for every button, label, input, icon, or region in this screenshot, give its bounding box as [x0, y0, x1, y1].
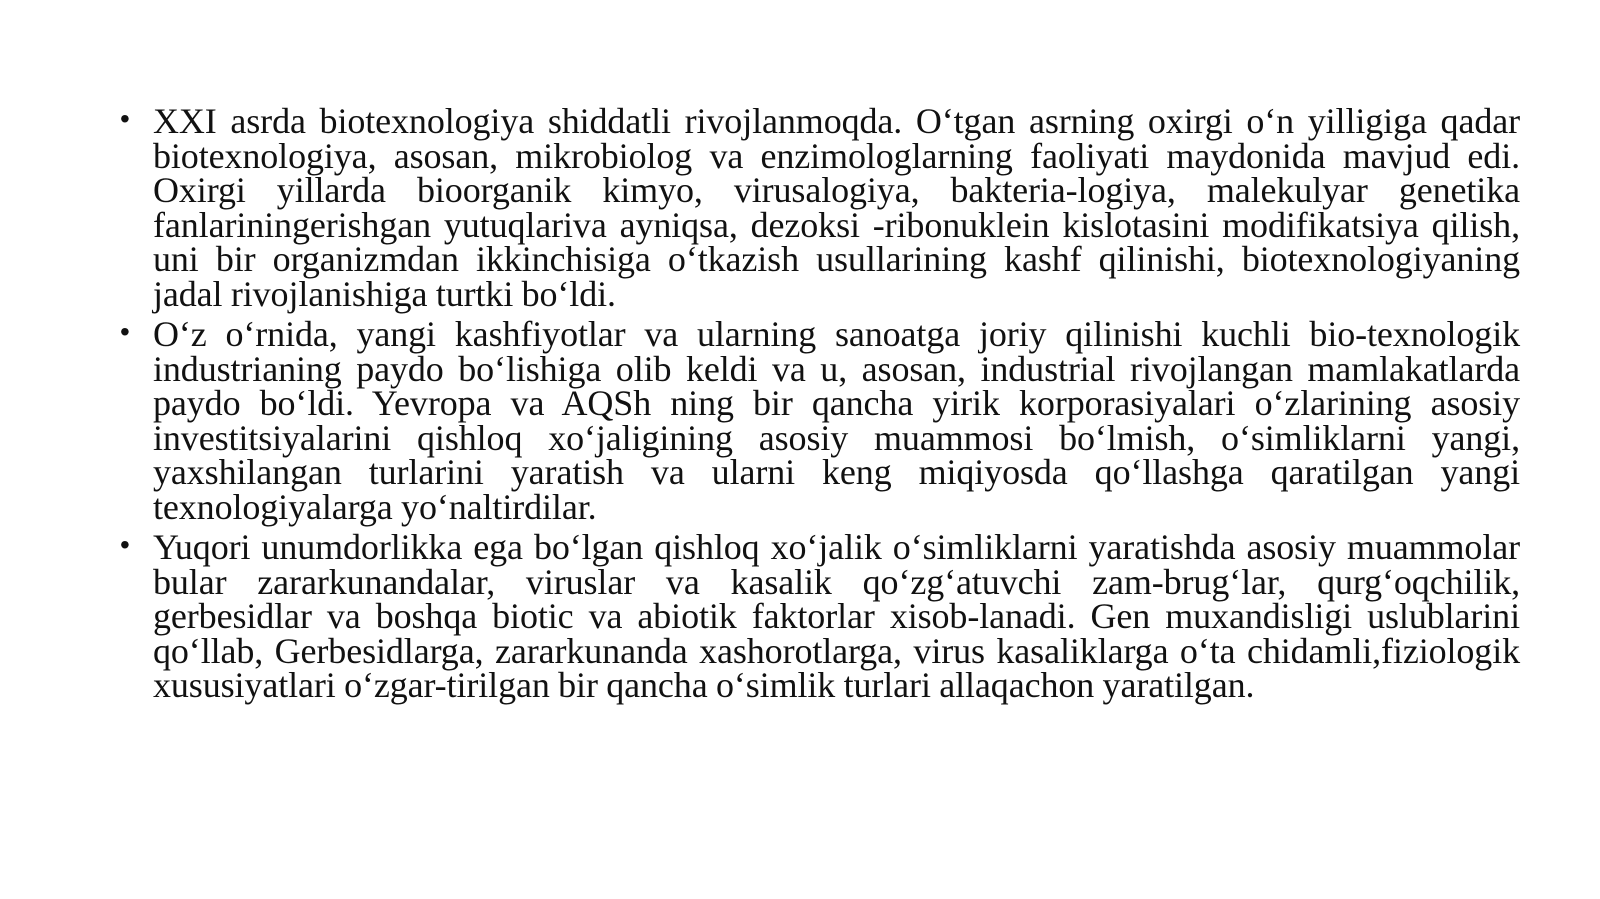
- bullet-paragraph-2: [120, 314, 1520, 527]
- bullet-icon: •: [120, 316, 130, 347]
- bullet-icon: •: [120, 529, 130, 560]
- paragraph-text: XXI asrda biotexnologiya shiddatli rivojlanmoqda. O‘tgan asrning oxirgi o‘n yilligiga qadar biotexnologiya, asosan, mikrobiolog va enzimologlarning faoliyati maydonida mavjud edi. Oxirgi yillarda bioorganik kimyo, virusalogiya, bakteria-logiya, malekulyar genetika fanlariningerishgan yutuqlariva ayniqsa, dezoksi -ribonuklein kislotasini modifikatsiya qilish, uni bir organizmdan ikkinchisiga o‘tkazish usullarining kashf qilinishi, biotexnologiyaning jadal rivojlanishiga turtki bo‘ldi.: [153, 101, 1520, 314]
- bullet-paragraph-1: [120, 101, 1520, 314]
- paragraph-text: O‘z o‘rnida, yangi kashfiyotlar va ularning sanoatga joriy qilinishi kuchli bio-texnologik industrianing paydo bo‘lishiga olib keldi va u, asosan, industrial rivojlangan mamlakatlarda paydo bo‘ldi. Yevropa va AQSh ning bir qancha yirik korporasiyalari o‘zlarining asosiy investitsiyalarini qishloq xo‘jaligining asosiy muammosi bo‘lmish, o‘simliklarni yangi, yaxshilangan turlarini yaratish va ularni keng miqiyosda qo‘llashga qaratilgan yangi texnologiyalarga yo‘naltirdilar.: [153, 314, 1520, 527]
- bullet-paragraph-3: [120, 527, 1520, 705]
- bullet-list: [120, 101, 1520, 705]
- bullet-icon: •: [120, 103, 130, 134]
- paragraph-text: Yuqori unumdorlikka ega bo‘lgan qishloq xo‘jalik o‘simliklarni yaratishda asosiy muammolar bular zararkunandalar, viruslar va kasalik qo‘zg‘atuvchi zam-brug‘lar, qurg‘oqchilik, gerbesidlar va boshqa biotic va abiotik faktorlar xisob-lanadi. Gen muxandisligi uslublarini qo‘llab, Gerbesidlarga, zararkunanda xashorotlarga, virus kasaliklarga o‘ta chidamli,fiziologik xususiyatlari o‘zgar-tirilgan bir qancha o‘simlik turlari allaqachon yaratilgan.: [153, 527, 1520, 705]
